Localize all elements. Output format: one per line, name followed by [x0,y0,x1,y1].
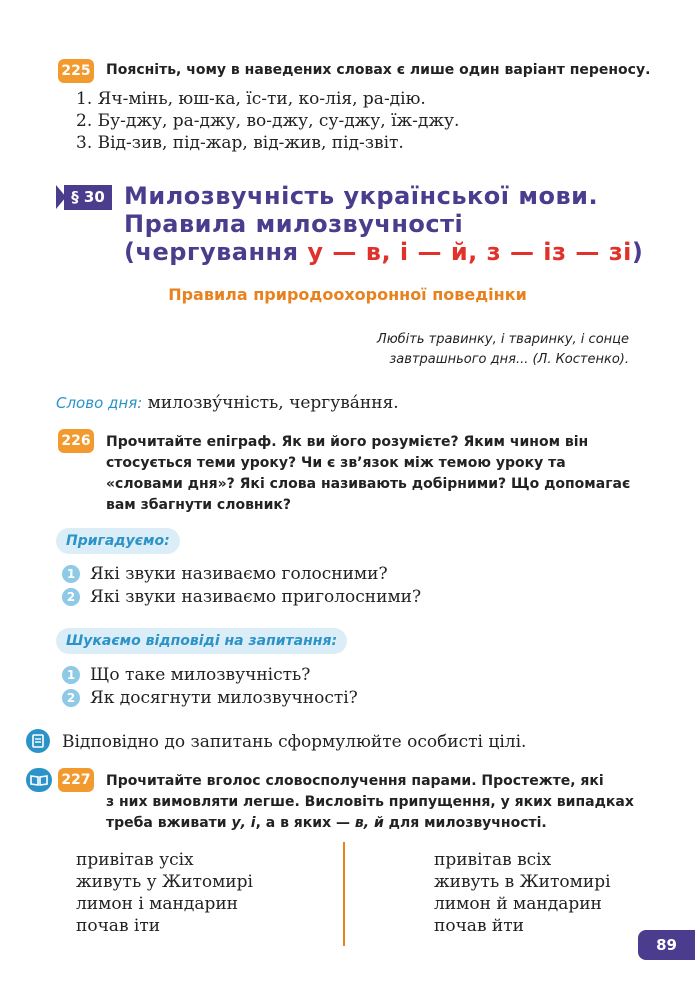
task-227-line-3-a: треба вживати [106,815,232,831]
left-phrase-3: лимон і мандарин [76,894,238,914]
section-subtitle: Правила природоохоронної поведінки [168,285,527,304]
task-226-line-1: Прочитайте епіграф. Як ви його розумієте? Яким чином він [106,434,589,450]
goals-icon [26,729,50,753]
task-225-instruction: Поясніть, чому в наведених словах є лише один варіант переносу. [106,62,651,78]
section-title-line-1: Милозвучність української мови. [124,182,599,210]
right-phrase-2: живуть в Житомирі [434,872,611,892]
task-227-line-3 [106,813,547,834]
search-number-1: 1 [62,666,80,684]
word-of-day-text: милозву́чність, чергува́ння. [142,393,399,413]
word-of-day-label: Слово дня: [56,394,143,412]
right-phrase-1: привітав всіх [434,850,552,870]
recall-number-1: 1 [62,565,80,583]
section-title-alternations: у — в, і — й, з — із — зі [307,238,632,266]
epigraph-line-1: Любіть травинку, і тваринку, і сонце [376,332,629,347]
task-226-line-4: вам збагнути словник? [106,497,292,513]
task-number-badge-226: 226 [58,429,94,453]
task-227-line-3-c: , а в яких — [255,815,355,831]
task-225-line-3: 3. Від-зив, під-жар, від-жив, під-звіт. [76,133,404,153]
section-title-line-3 [124,237,643,267]
task-227-line-3-b: у, і [231,815,256,831]
right-phrase-3: лимон й мандарин [434,894,602,914]
section-title-close: ) [631,238,644,266]
search-number-2: 2 [62,689,80,707]
right-phrase-4: почав йти [434,916,524,936]
section-number: § 30 [64,185,112,210]
search-question-2: Як досягнути милозвучності? [90,688,358,708]
task-226-line-3: «словами дня»? Які слова називають добірними? Що допомагає [106,476,631,492]
page-number: 89 [638,930,695,960]
section-tag [56,185,112,210]
task-227-line-3-e: для милозвучності. [383,815,547,831]
task-225-line-2: 2. Бу-джу, ра-джу, во-джу, су-джу, їж-джу. [76,111,460,131]
goals-text: Відповідно до запитань сформулюйте особисті цілі. [62,732,527,752]
recall-label: Пригадуємо: [56,528,180,554]
left-phrase-4: почав іти [76,916,161,936]
epigraph-line-2: завтрашнього дня... (Л. Костенко). [389,352,629,367]
column-divider [343,842,345,946]
section-title-line-2: Правила милозвучності [124,210,464,238]
left-phrase-2: живуть у Житомирі [76,872,253,892]
left-phrase-1: привітав усіх [76,850,194,870]
search-label: Шукаємо відповіді на запитання: [56,628,347,654]
recall-number-2: 2 [62,588,80,606]
recall-question-1: Які звуки називаємо голосними? [90,564,388,584]
task-227-line-1: Прочитайте вголос словосполучення парами. Простежте, які [106,773,604,789]
word-of-day [56,392,399,414]
recall-question-2: Які звуки називаємо приголосними? [90,587,422,607]
task-227-line-3-d: в, й [354,815,384,831]
search-question-1: Що таке милозвучність? [90,665,311,685]
section-title-open: (чергування [124,238,308,266]
task-226-line-2: стосується теми уроку? Чи є зв’язок між темою уроку та [106,455,566,471]
task-225-line-1: 1. Яч-мінь, юш-ка, їс-ти, ко-лія, ра-дію. [76,89,426,109]
task-227-line-2: з них вимовляти легше. Висловіть припущення, у яких випадках [106,794,634,810]
task-number-badge-225: 225 [58,59,94,83]
task-number-badge-227: 227 [58,768,94,792]
read-aloud-book-icon [26,768,52,792]
